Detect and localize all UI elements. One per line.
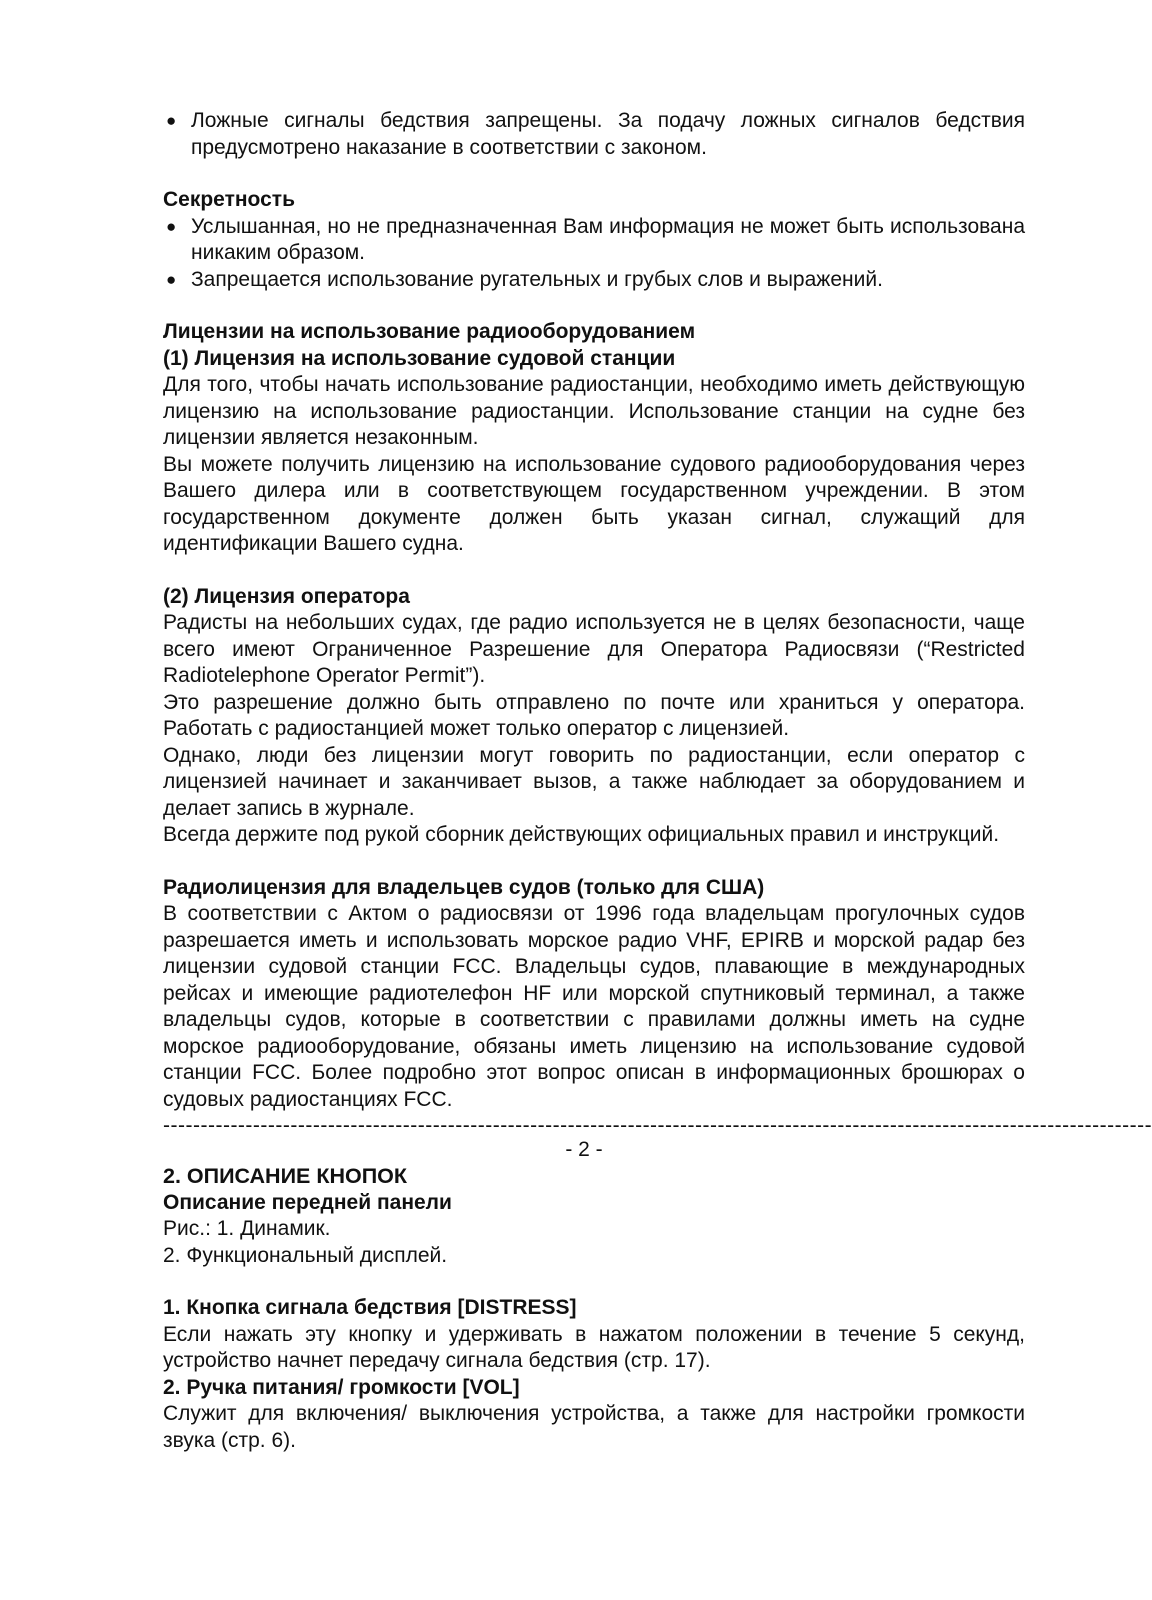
paragraph: Служит для включения/ выключения устройства, а также для настройки громкости звука (стр. 6). — [163, 1402, 1025, 1452]
bullet-icon: ● — [166, 111, 177, 130]
paragraph: Вы можете получить лицензию на использование судового радиооборудования через Вашего дилера или в соответствующем государственном учреждении. В этом государственном документе должен быть указан сигнал, служащий для идентификации Вашего судна. — [163, 452, 1025, 555]
paragraph: В соответствии с Актом о радиосвязи от 1996 года владельцам прогулочных судов разрешается иметь и использовать морское радио VHF, EPIRB и морской радар без лицензии судовой станции FCC. Владельцы судов, плавающие в международных рейсах и имеющие радиотелефон HF или морской спутниковый терминал, а также владельцы судов, которые в соответствии с правилами должны иметь на судне морское радиооборудование, обязаны иметь лицензию на использование судовой станции FCC. Более подробно этот вопрос описан в информационных брошюрах о судовых радиостанциях FCC. — [163, 902, 1025, 1111]
section-heading-usa: Радиолицензия для владельцев судов (только для США) — [163, 875, 765, 899]
bullet-text: Услышанная, но не предназначенная Вам информация не может быть использована никаким образом. — [191, 214, 1025, 264]
bullet-text: Запрещается использование ругательных и грубых слов и выражений. — [191, 267, 883, 291]
paragraph: Для того, чтобы начать использование радиостанции, необходимо иметь действующую лицензию на использование радиостанции. Использование станции на судне без лицензии является незаконным. — [163, 373, 1025, 449]
page-number: - 2 - — [565, 1138, 603, 1161]
bullet-item — [163, 108, 1025, 161]
paragraph: Радисты на небольших судах, где радио используется не в целях безопасности, чаще всего имеют Ограниченное Разрешение для Оператора Радиосвязи (“Restricted Radiotelephone Operator Permit”). — [163, 611, 1025, 687]
subheading-vol-knob: 2. Ручка питания/ громкости [VOL] — [163, 1375, 520, 1399]
page-divider: ------------------------------------------------------------------------------------------------------------------------------------ — [163, 1114, 1152, 1137]
bullet-item — [163, 267, 1025, 294]
paragraph: Это разрешение должно быть отправлено по почте или храниться у оператора. Работать с радиостанцией может только оператор с лицензией. — [163, 690, 1025, 740]
section-heading-secrecy: Секретность — [163, 188, 295, 211]
bullet-icon: ● — [166, 216, 177, 236]
paragraph: Если нажать эту кнопку и удерживать в нажатом положении в течение 5 секунд, устройство начнет передачу сигнала бедствия (стр. 17). — [163, 1322, 1025, 1372]
bullet-item — [163, 214, 1025, 267]
subheading-operator-license: (2) Лицензия оператора — [163, 584, 410, 608]
figure-caption-line: Рис.: 1. Динамик. — [163, 1217, 331, 1240]
figure-caption-line: 2. Функциональный дисплей. — [163, 1243, 448, 1267]
section-heading-front-panel: Описание передней панели — [163, 1190, 452, 1214]
document-page — [163, 108, 1152, 1454]
paragraph: Однако, люди без лицензии могут говорить по радиостанции, если оператор с лицензией начинает и заканчивает вызов, а также наблюдает за оборудованием и делает запись в журнале. — [163, 743, 1025, 820]
section-heading-licenses: Лицензии на использование радиооборудованием — [163, 320, 696, 343]
bullet-text: Ложные сигналы бедствия запрещены. За подачу ложных сигналов бедствия предусмотрено наказание в соответствии с законом. — [191, 109, 1025, 159]
chapter-title: 2. ОПИСАНИЕ КНОПОК — [163, 1164, 408, 1188]
bullet-icon: ● — [166, 269, 177, 289]
paragraph: Всегда держите под рукой сборник действующих официальных правил и инструкций. — [163, 823, 1000, 846]
subheading-station-license: (1) Лицензия на использование судовой станции — [163, 346, 676, 370]
subheading-distress-button: 1. Кнопка сигнала бедствия [DISTRESS] — [163, 1296, 577, 1319]
